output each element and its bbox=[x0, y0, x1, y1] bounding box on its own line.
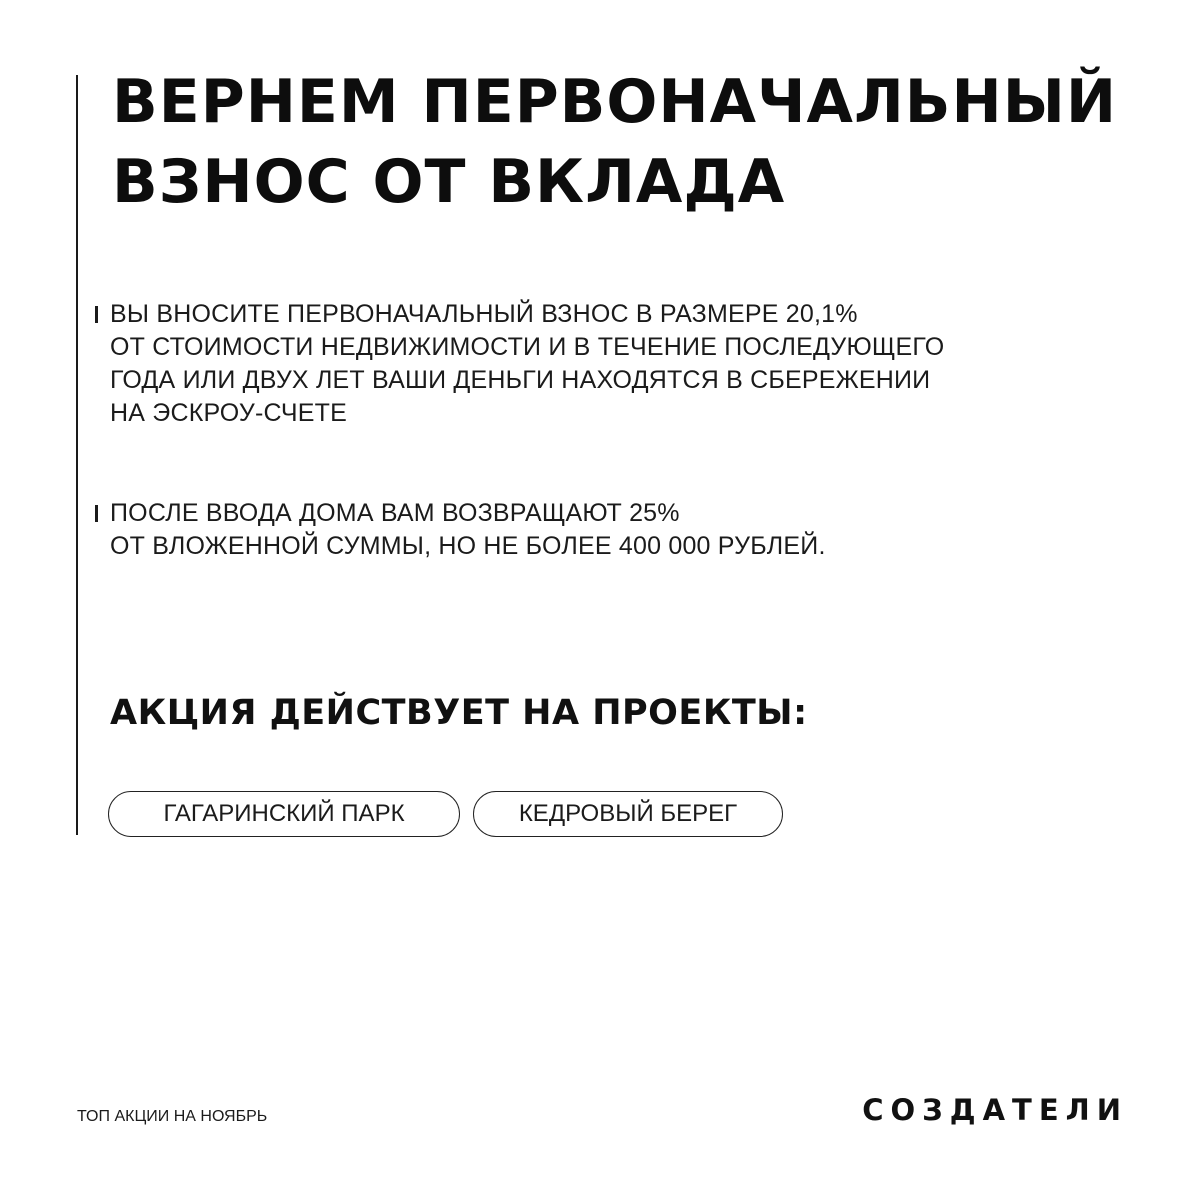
project-chip-list bbox=[108, 791, 783, 837]
headline bbox=[112, 62, 1172, 222]
paragraph-text bbox=[110, 298, 1095, 430]
bullet-marker bbox=[95, 306, 98, 323]
paragraph-line: ОТ ВЛОЖЕННОЙ СУММЫ, НО НЕ БОЛЕЕ 400 000 РУБЛЕЙ. bbox=[110, 532, 826, 560]
bullet-marker bbox=[95, 505, 98, 522]
headline-line-2: ВЗНОС ОТ ВКЛАДА bbox=[112, 147, 786, 217]
brand-logo-text: СОЗДАТЕЛИ bbox=[862, 1093, 1128, 1127]
info-paragraph-1 bbox=[95, 298, 1095, 430]
paragraph-line: ГОДА ИЛИ ДВУХ ЛЕТ ВАШИ ДЕНЬГИ НАХОДЯТСЯ В СБЕРЕЖЕНИИ bbox=[110, 366, 931, 394]
project-chip-kedrovy-bereg[interactable]: КЕДРОВЫЙ БЕРЕГ bbox=[473, 791, 783, 837]
footer-caption: ТОП АКЦИИ НА НОЯБРЬ bbox=[77, 1108, 268, 1125]
paragraph-line: ОТ СТОИМОСТИ НЕДВИЖИМОСТИ И В ТЕЧЕНИЕ ПОСЛЕДУЮЩЕГО bbox=[110, 333, 945, 361]
paragraph-line: ПОСЛЕ ВВОДА ДОМА ВАМ ВОЗВРАЩАЮТ 25% bbox=[110, 499, 680, 527]
paragraph-line: ВЫ ВНОСИТЕ ПЕРВОНАЧАЛЬНЫЙ ВЗНОС В РАЗМЕРЕ 20,1% bbox=[110, 300, 858, 328]
paragraph-line: НА ЭСКРОУ-СЧЕТЕ bbox=[110, 399, 347, 427]
projects-heading: АКЦИЯ ДЕЙСТВУЕТ НА ПРОЕКТЫ: bbox=[110, 693, 808, 733]
vertical-divider-line bbox=[76, 75, 78, 835]
project-chip-gagarinsky-park[interactable]: ГАГАРИНСКИЙ ПАРК bbox=[108, 791, 460, 837]
paragraph-text bbox=[110, 497, 1095, 563]
headline-line-1: ВЕРНЕМ ПЕРВОНАЧАЛЬНЫЙ bbox=[112, 67, 1118, 137]
info-paragraph-2 bbox=[95, 497, 1095, 563]
